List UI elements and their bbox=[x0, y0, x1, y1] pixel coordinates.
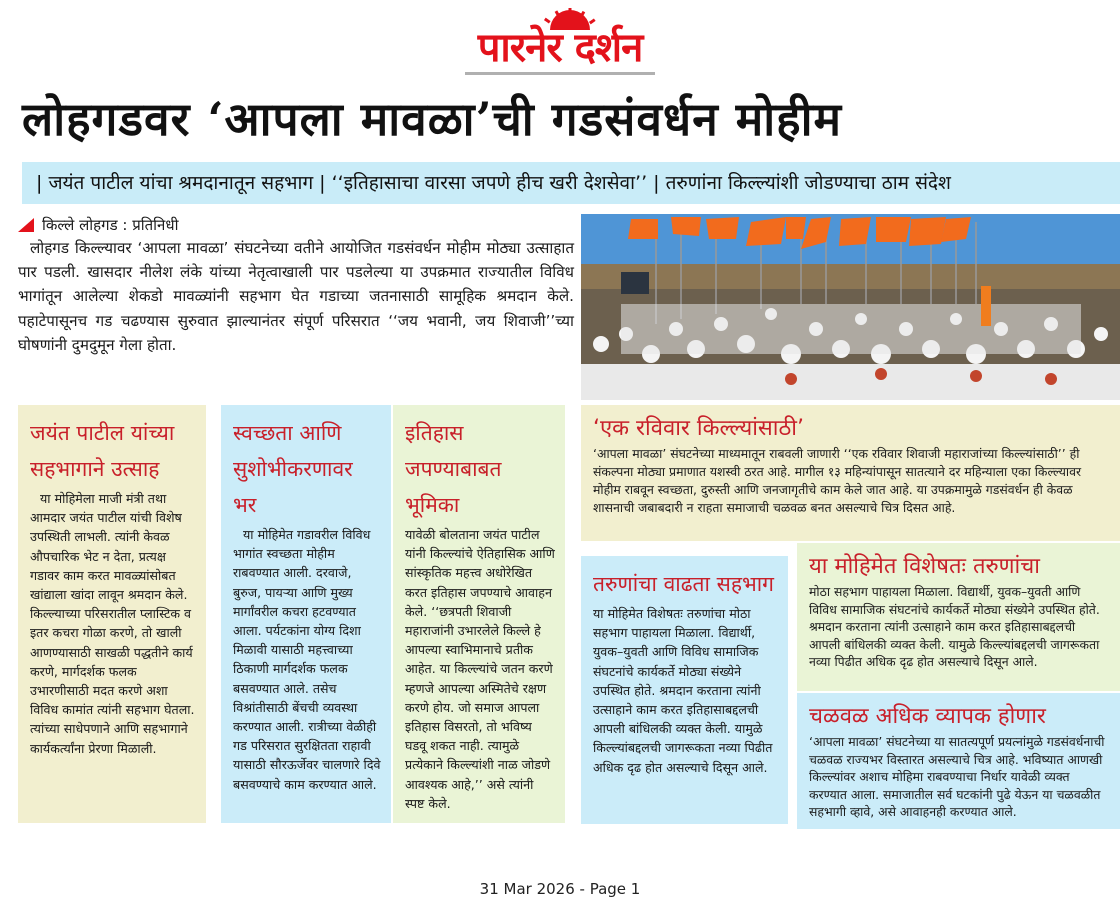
column-one-sunday bbox=[581, 405, 1120, 541]
headline: लोहगडवर ‘आपला मावळा’ची गडसंवर्धन मोहीम bbox=[22, 92, 843, 146]
column-body: या मोहिमेत गडावरील विविध भागांत स्वच्छता मोहीम राबवण्यात आली. दरवाजे, बुरुज, पायऱ्या आणि मुख्य मार्गांवरील कचरा हटवण्यात आला. पर्यटकांना योग्य दिशा मिळावी यासाठी महत्त्वाच्या ठिकाणी मार्गदर्शक फलक बसवण्यात आले. तसेच विश्रांतीसाठी बेंचची व्यवस्था करण्यात आली. रात्रीच्या वेळीही गड परिसरात सुरक्षितता राहावी यासाठी सौरऊर्जेवर चालणारे दिवे बसवण्याचे काम करण्यात आले. bbox=[233, 527, 381, 792]
column-body: या मोहिमेत विशेषतः तरुणांचा मोठा सहभाग पाहायला मिळाला. विद्यार्थी, युवक–युवती आणि विविध सामाजिक संघटनांचे कार्यकर्ते मोठ्या संख्येने उपस्थित होते. श्रमदान करताना त्यांनी उत्साहाने काम करत इतिहासाबद्दलची आपली बांधिलकी व्यक्त केली. यामुळे किल्ल्यांबद्दलची जागरूकता नव्या पिढीत अधिक दृढ होत असल्याचे दिसून आले. bbox=[593, 606, 773, 775]
column-heading: ‘एक रविवार किल्ल्यांसाठी’ bbox=[593, 416, 804, 441]
dateline-text: किल्ले लोहगड : प्रतिनिधी bbox=[42, 216, 179, 234]
column-body: ‘आपला मावळा’ संघटनेच्या माध्यमातून राबवली जाणारी ‘‘एक रविवार शिवाजी महाराजांच्या किल्ल्यांसाठी’’ ही संकल्पना मोठ्या प्रमाणात यशस्वी ठरत आहे. मागील १३ महिन्यांपासून सातत्याने दर महिन्याला एका किल्ल्यावर मोहीम राबवून स्वच्छता, दुरुस्ती आणि जनजागृतीचे काम केले जात आहे. या उपक्रमामुळे गडसंवर्धन ही केवळ शासनाची जबाबदारी न राहता समाजाची चळवळ बनत असल्याचे चित्र दिसत आहे. bbox=[593, 446, 1082, 515]
news-photo bbox=[581, 214, 1120, 400]
lead-paragraph: लोहगड किल्ल्यावर ‘आपला मावळा’ संघटनेच्या वतीने आयोजित गडसंवर्धन मोहीम मोठ्या उत्साहात पार पडली. खासदार नीलेश लंके यांच्या नेतृत्वाखाली पार पडलेल्या या उपक्रमात राज्यातील विविध भागांतून आलेल्या शेकडो मावळ्यांनी सहभाग घेत गडाच्या जतनासाठी सामूहिक श्रमदान केले. पहाटेपासूनच गड चढण्यास सुरुवात झाल्यानंतर संपूर्ण परिसरात ‘‘जय भवानी, जय शिवाजी’’च्या घोषणांनी दुमदुमून गेला होता. bbox=[18, 239, 574, 354]
column-heading: इतिहास जपण्याबाबत भूमिका bbox=[405, 421, 502, 517]
column-heading: जयंत पाटील यांच्या सहभागाने उत्साह bbox=[30, 421, 175, 481]
masthead-underline bbox=[465, 72, 655, 75]
masthead-title: पारनेर दर्शन bbox=[477, 24, 643, 71]
column-heading: चळवळ अधिक व्यापक होणार bbox=[809, 704, 1046, 729]
column-youth-participation bbox=[581, 556, 788, 824]
column-history bbox=[393, 405, 565, 823]
column-heading: स्वच्छता आणि सुशोभीकरणावर भर bbox=[233, 421, 353, 517]
masthead-logo bbox=[455, 8, 665, 78]
column-youth-especially bbox=[797, 543, 1120, 691]
column-body: यावेळी बोलताना जयंत पाटील यांनी किल्ल्यांचे ऐतिहासिक आणि सांस्कृतिक महत्त्व अधोरेखित करत इतिहास जपण्याचे आवाहन केले. ‘‘छत्रपती शिवाजी महाराजांनी उभारलेले किल्ले हे आपल्या स्वाभिमानाचे प्रतीक आहेत. या किल्ल्यांचे जतन करणे म्हणजे आपल्या अस्मितेचे रक्षण करणे होय. जो समाज आपला इतिहास विसरतो, तो भविष्य घडवू शकत नाही. त्यामुळे प्रत्येकाने किल्ल्यांशी नाळ जोडणे आवश्यक आहे,’’ असे त्यांनी स्पष्ट केले. bbox=[405, 527, 555, 811]
column-cleanliness bbox=[221, 405, 391, 823]
column-heading: तरुणांचा वाढता सहभाग bbox=[593, 572, 774, 596]
dateline bbox=[18, 214, 178, 236]
column-movement-expansion bbox=[797, 693, 1120, 829]
column-body: ‘आपला मावळा’ संघटनेच्या या सातत्यपूर्ण प्रयत्नांमुळे गडसंवर्धनाची चळवळ राज्यभर विस्तारत असल्याचे चित्र आहे. भविष्यात आणखी किल्ल्यांवर अशाच मोहिमा राबवण्याचा निर्धार यावेळी व्यक्त करण्यात आला. समाजातील सर्व घटकांनी पुढे येऊन या चळवळीत सहभागी व्हावे, असे आवाहनही करण्यात आले. bbox=[809, 734, 1105, 820]
crowd-flags-image bbox=[581, 214, 1120, 400]
column-body: मोठा सहभाग पाहायला मिळाला. विद्यार्थी, युवक–युवती आणि विविध सामाजिक संघटनांचे कार्यकर्ते मोठ्या संख्येने उपस्थित होते. श्रमदान करताना त्यांनी उत्साहाने काम करत इतिहासाबद्दलची आपली बांधिलकी व्यक्त केली. यामुळे किल्ल्यांबद्दलची जागरूकता नव्या पिढीत अधिक दृढ होत असल्याचे दिसून आले. bbox=[809, 584, 1100, 670]
column-heading: या मोहिमेत विशेषतः तरुणांचा bbox=[809, 554, 1040, 579]
strap-highlights: | जयंत पाटील यांचा श्रमदानातून सहभाग | ‘‘इतिहासाचा वारसा जपणे हीच खरी देशसेवा’’ | तरुणांना किल्ल्यांशी जोडण्याचा ठाम संदेश bbox=[22, 162, 1120, 204]
column-jayant-patil bbox=[18, 405, 206, 823]
page-footer: 31 Mar 2026 - Page 1 bbox=[479, 880, 641, 898]
red-triangle-icon bbox=[18, 218, 34, 232]
column-body: या मोहिमेला माजी मंत्री तथा आमदार जयंत पाटील यांची विशेष उपस्थिती लाभली. त्यांनी केवळ औपचारिक भेट न देता, प्रत्यक्ष गडावर काम करत मावळ्यांसोबत खांद्याला खांदा लावून श्रमदान केले. किल्ल्याच्या परिसरातील प्लास्टिक व इतर कचरा गोळा करणे, तो खाली आणण्यासाठी साखळी पद्धतीने कार्य करणे, मार्गदर्शक फलक उभारणीसाठी मदत करणे अशा विविध कामांत त्यांनी सहभाग घेतला. त्यांच्या साधेपणाने आणि सहभागाने कार्यकर्त्यांना प्रेरणा मिळाली. bbox=[30, 491, 195, 756]
